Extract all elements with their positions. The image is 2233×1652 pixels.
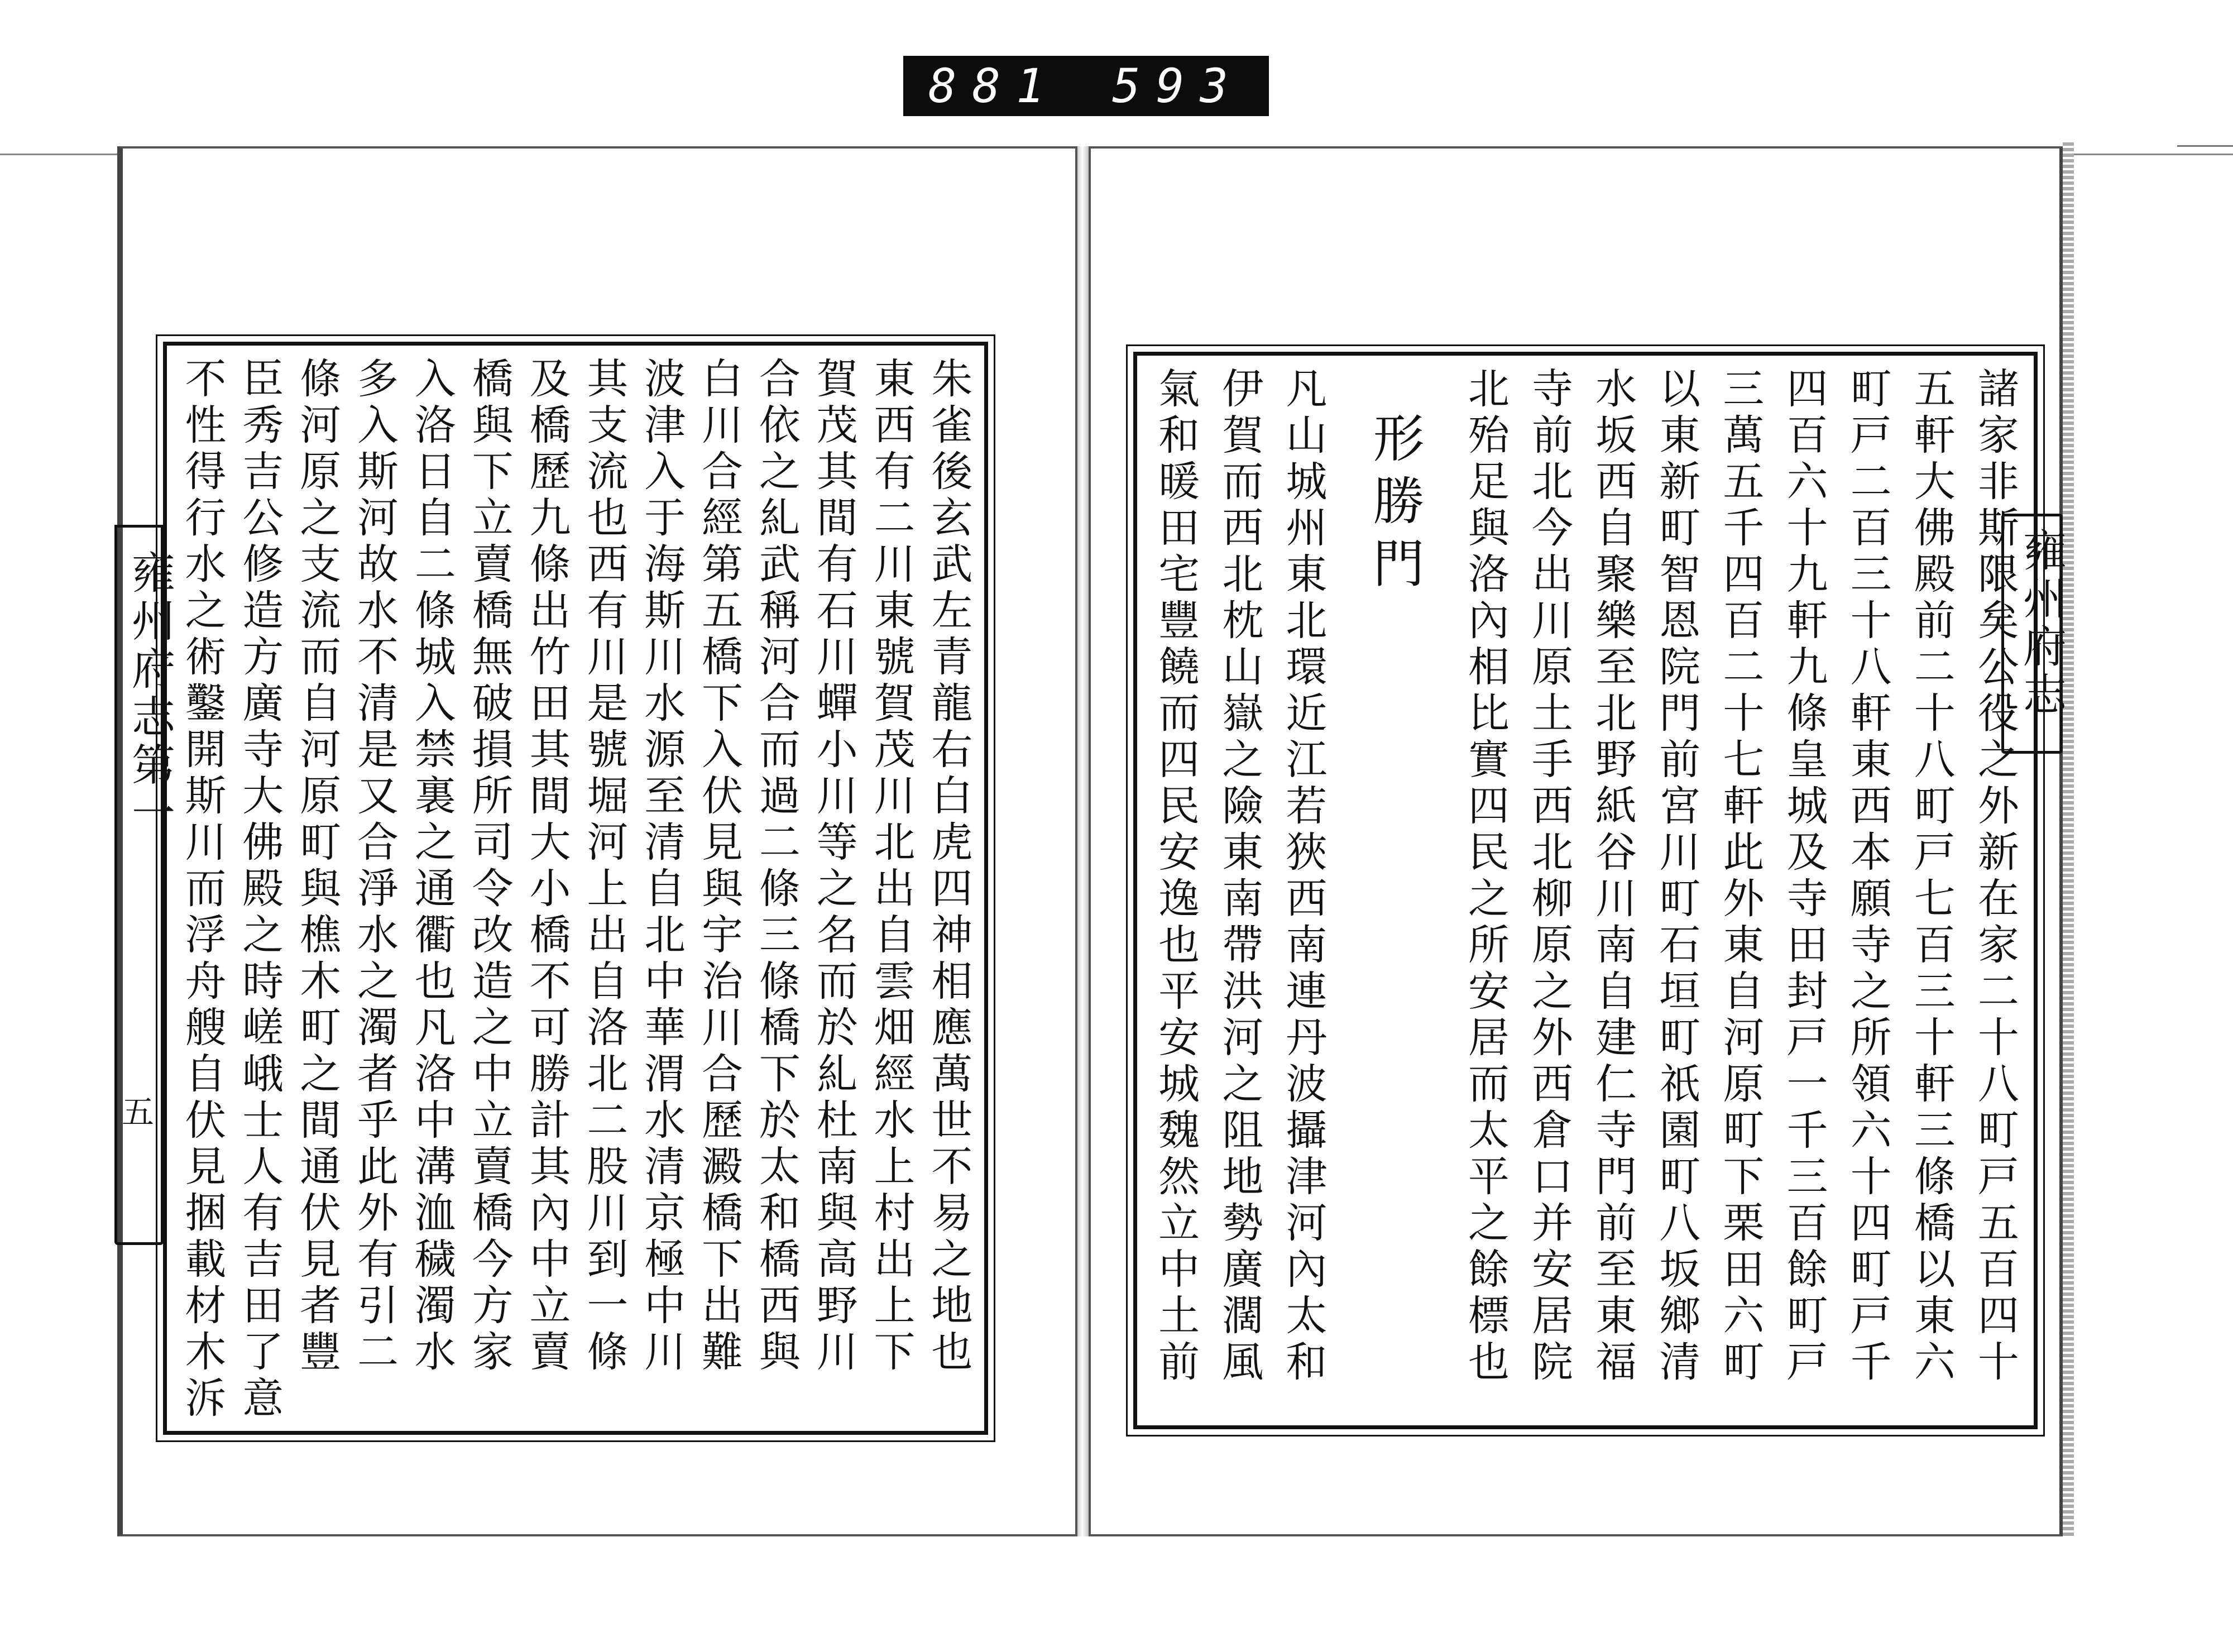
page-number: 五 xyxy=(122,1093,155,1131)
text-column: 橋與下立賣橋無破損所司令改造之中立賣橋今方家 xyxy=(465,357,514,1376)
text-column: 其支流也西有川是號堀河上出自洛北二股川到一條 xyxy=(580,357,629,1376)
text-column: 朱雀後玄武左青龍右白虎四神相應萬世不易之地也 xyxy=(924,357,973,1376)
text-column: 條河原之支流而自河原町與樵木町之間通伏見者豐 xyxy=(293,357,342,1376)
text-column: 賀茂其間有石川蟬小川等之名而於糺杜南與高野川 xyxy=(809,357,858,1376)
section-heading: 形勝門 xyxy=(1364,411,1425,599)
text-column: 氣和暖田宅豐饒而四民安逸也平安城魏然立中土前 xyxy=(1152,367,1200,1386)
left-tab-title: 雍州府志第一 xyxy=(124,550,175,838)
text-column: 寺前北今出川原土手西北柳原之外西倉口并安居院 xyxy=(1525,367,1573,1386)
right-columns xyxy=(1137,356,2034,1425)
text-column: 及橋歷九條出竹田其間大小橋不可勝計其內中立賣 xyxy=(523,357,571,1376)
text-column: 東西有二川東號賀茂川北出自雲畑經水上村出上下 xyxy=(867,357,916,1376)
label-left-number: 881 xyxy=(928,59,1060,113)
book-spine xyxy=(1077,146,1090,1536)
text-column: 不性得行水之術鑿開斯川而浮舟艘自伏見捆載材木泝 xyxy=(178,357,227,1423)
page-corner-edge xyxy=(2177,145,2233,147)
label-right-number: 593 xyxy=(1112,59,1244,113)
right-tab-title: 雍州府志 xyxy=(2016,528,2066,720)
text-column: 諸家非斯限矣公役之外新在家二十八町戸五百四十 xyxy=(1971,367,2019,1386)
page-edges xyxy=(2063,142,2074,1538)
text-column: 水坂西自聚樂至北野紙谷川南自建仁寺門前至東福 xyxy=(1589,367,1637,1386)
text-column: 入洛日自二條城入禁裏之通衢也凡洛中溝洫穢濁水 xyxy=(408,357,456,1376)
left-text-frame xyxy=(163,342,988,1435)
text-column: 以東新町智恩院門前宮川町石垣町祇園町八坂鄉清 xyxy=(1652,367,1701,1386)
text-column: 四百六十九軒九條皇城及寺田封戸一千三百餘町戸 xyxy=(1780,367,1828,1386)
text-column: 臣秀吉公修造方廣寺大佛殿之時嵯峨士人有吉田了意 xyxy=(236,357,284,1423)
text-column: 凡山城州東北環近江若狹西南連丹波攝津河內太和 xyxy=(1279,367,1328,1386)
text-column: 合依之糺武稱河合而過二條三條橋下於太和橋西與 xyxy=(752,357,801,1376)
text-column: 三萬五千四百二十七軒此外東自河原町下栗田六町 xyxy=(1716,367,1765,1386)
microfilm-label xyxy=(903,56,1269,116)
text-column: 町戸二百三十八軒東西本願寺之所領六十四町戸千 xyxy=(1843,367,1892,1386)
left-side-tab xyxy=(114,525,175,1245)
right-text-frame xyxy=(1133,352,2038,1429)
text-column: 伊賀而西北枕山嶽之險東南帶洪河之阻地勢廣濶風 xyxy=(1215,367,1264,1386)
text-column: 多入斯河故水不清是又合淨水之濁者乎此外有引二 xyxy=(350,357,399,1376)
text-column: 北殆足與洛內相比實四民之所安居而太平之餘標也 xyxy=(1461,367,1510,1386)
text-column: 白川合經第五橋下入伏見與宇治川合歷澱橋下出難 xyxy=(695,357,744,1376)
left-columns xyxy=(167,346,984,1431)
text-column: 五軒大佛殿前二十八町戸七百三十軒三條橋以東六 xyxy=(1907,367,1956,1386)
text-column: 波津入于海斯川水源至清自北中華渭水清京極中川 xyxy=(638,357,686,1376)
